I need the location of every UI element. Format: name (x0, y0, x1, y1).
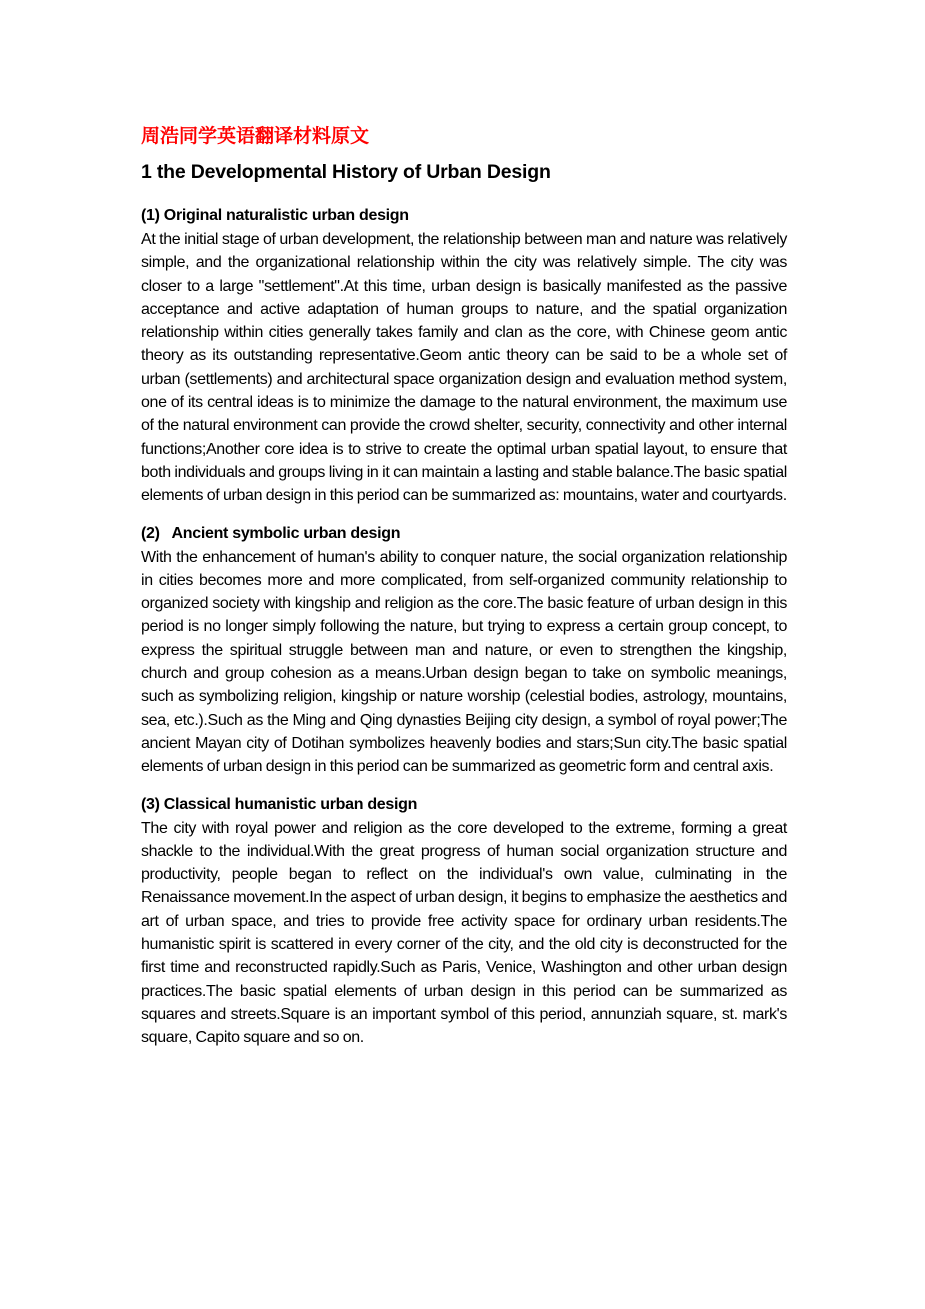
section-paragraph: At the initial stage of urban development, the relationship between man and nature was relatively simple, and the organizational relationship within the city was relatively simple. The city was closer to a large "settlement".At this time, urban design is basically manifested as the passive acceptance and active adaptation of human groups to nature, and the spatial organization relationship within cities generally takes family and clan as the core, with Chinese geom antic theory as its outstanding representative.Geom antic theory can be said to be a whole set of urban (settlements) and architectural space organization design and evaluation method system, one of its central ideas is to minimize the damage to the natural environment, the maximum use of the natural environment can provide the crowd shelter, security, connectivity and other internal functions;Another core idea is to strive to create the optimal urban spatial layout, to ensure that both individuals and groups living in it can maintain a lasting and stable balance.The basic spatial elements of urban design in this period can be summarized as: mountains, water and courtyards. (141, 231, 787, 505)
section-original-naturalistic (141, 204, 787, 508)
document-page (141, 118, 787, 1050)
section-heading: (1) Original naturalistic urban design (141, 207, 409, 224)
section-ancient-symbolic (141, 522, 787, 779)
chapter-title: 1 the Developmental History of Urban Design (141, 161, 551, 183)
section-paragraph: The city with royal power and religion as the core developed to the extreme, forming a great shackle to the individual.With the great progress of human social organization structure and productivity, people began to reflect on the individual's own value, culminating in the Renaissance movement.In the aspect of urban design, it begins to emphasize the aesthetics and art of urban space, and tries to provide free activity space for ordinary urban residents.The humanistic spirit is scattered in every corner of the city, and the old city is deconstructed for the first time and reconstructed rapidly.Such as Paris, Venice, Washington and other urban design practices.The basic spatial elements of urban design in this period can be summarized as squares and streets.Square is an important symbol of this period, annunziah square, st. mark's square, Capito square and so on. (141, 819, 787, 1047)
section-classical-humanistic (141, 793, 787, 1050)
section-heading: (3) Classical humanistic urban design (141, 795, 418, 813)
section-heading: (2) Ancient symbolic urban design (141, 524, 401, 542)
section-paragraph: With the enhancement of human's ability to conquer nature, the social organization relationship in cities becomes more and more complicated, from self-organized community relationship to organized society with kingship and religion as the core.The basic feature of urban design in this period is no longer simply following the nature, but trying to express a certain group concept, to express the spiritual struggle between man and nature, or even to strengthen the kingship, church and group cohesion as a means.Urban design began to take on symbolic meanings, such as symbolizing religion, kingship or nature worship (celestial bodies, astrology, mountains, sea, etc.).Such as the Ming and Qing dynasties Beijing city design, a symbol of royal power;The ancient Mayan city of Dotihan symbolizes heavenly bodies and stars;Sun city.The basic spatial elements of urban design in this period can be summarized as geometric form and central axis. (141, 548, 787, 776)
document-title: 周浩同学英语翻译材料原文 (141, 125, 370, 147)
